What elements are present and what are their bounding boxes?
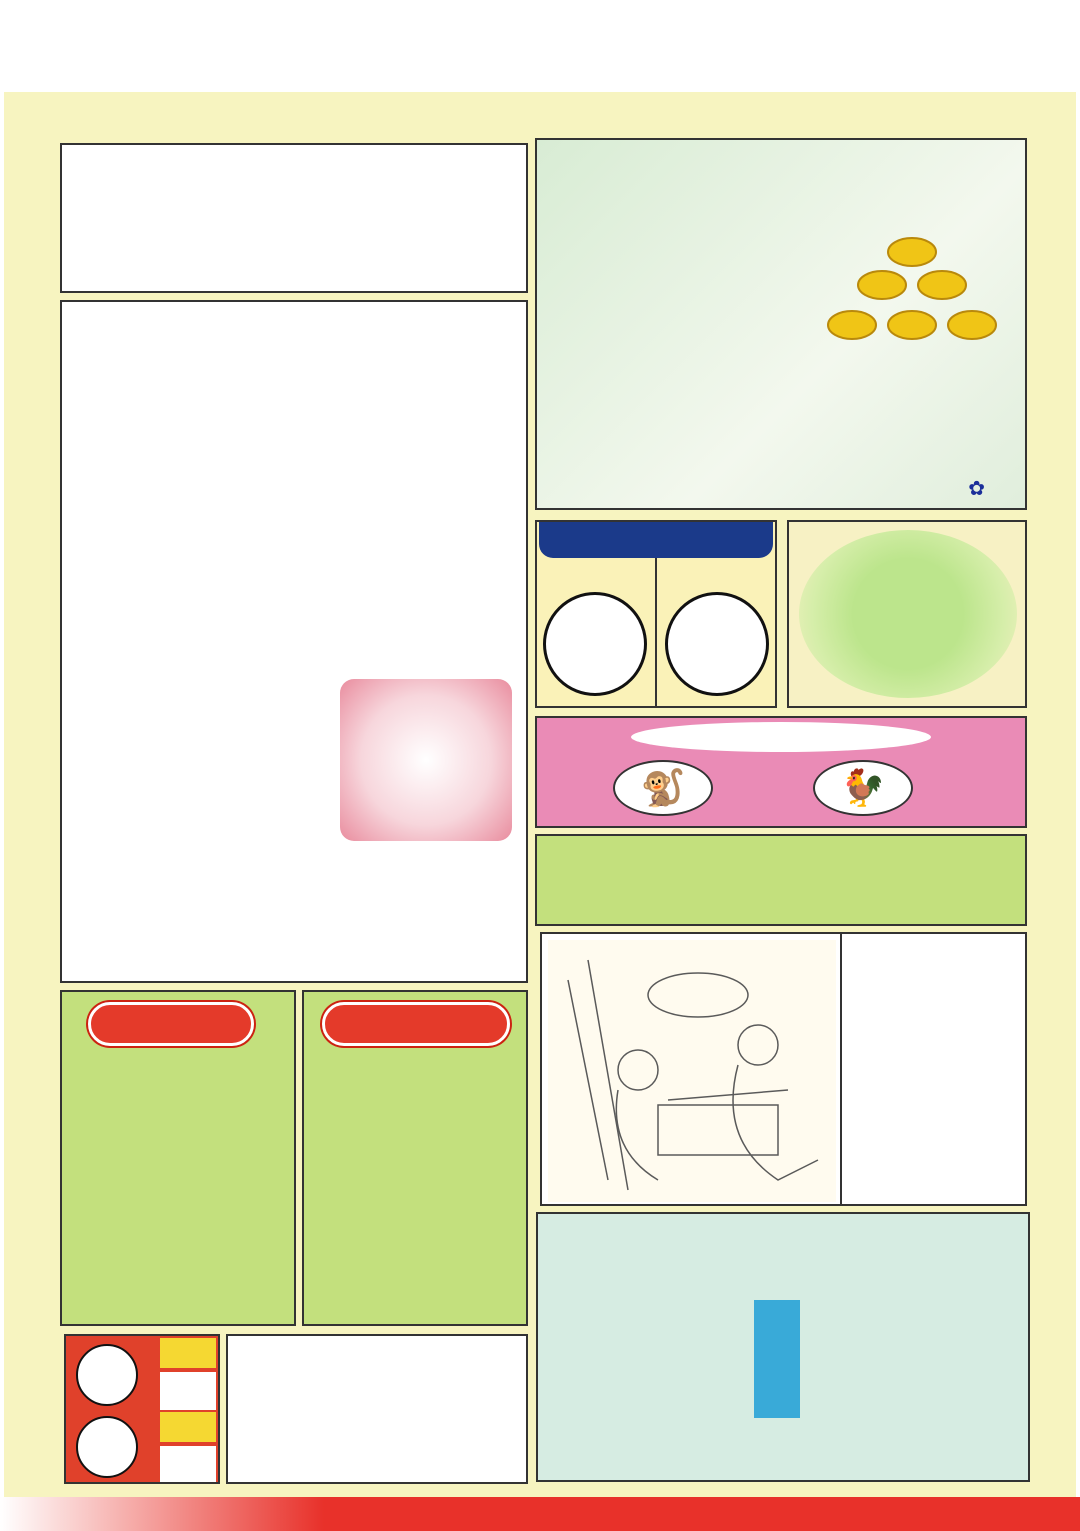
special-code-panel bbox=[535, 520, 777, 708]
predict-panel bbox=[60, 990, 296, 1326]
top-border-band bbox=[4, 92, 1076, 134]
predict-label bbox=[88, 1002, 254, 1046]
zodiac-poem-panel bbox=[302, 990, 528, 1326]
repeat-boxes-panel bbox=[64, 1334, 220, 1484]
repeat-ball-1 bbox=[76, 1344, 138, 1406]
gold-ingots-icon bbox=[817, 230, 1007, 360]
special-code-b bbox=[665, 592, 769, 696]
word-of-day-panel bbox=[540, 932, 1027, 1206]
number-balls-panel bbox=[535, 834, 1027, 926]
special-code-a bbox=[543, 592, 647, 696]
zodiac-poem-label bbox=[322, 1002, 510, 1046]
rooster-icon: 🐓 bbox=[813, 760, 913, 816]
special-code-divider bbox=[655, 558, 657, 706]
lottery-ball-pile bbox=[561, 375, 757, 505]
secret-map-box bbox=[340, 679, 512, 841]
repeat-count-2 bbox=[160, 1446, 216, 1482]
left-border-band bbox=[4, 134, 46, 1464]
repeat-tag-1 bbox=[160, 1338, 216, 1368]
right-border-band bbox=[1034, 134, 1076, 1464]
repeat-count-1 bbox=[160, 1372, 216, 1410]
almanac-stamp bbox=[754, 1300, 800, 1418]
repeat-tag-2 bbox=[160, 1412, 216, 1442]
special-code-label bbox=[539, 522, 773, 558]
repeat-ball-2 bbox=[76, 1416, 138, 1478]
almanac-panel bbox=[536, 1212, 1030, 1482]
flower-icon: ✿ bbox=[968, 476, 985, 500]
bottom-red-band bbox=[0, 1497, 1080, 1531]
blank-panel bbox=[787, 520, 1027, 708]
strength-table-panel bbox=[60, 143, 528, 293]
sketch-illustration-icon bbox=[548, 940, 836, 1202]
monkey-icon: 🐒 bbox=[613, 760, 713, 816]
lucky-zodiac-panel bbox=[535, 716, 1027, 828]
banner-panel bbox=[535, 138, 1027, 510]
lucky-zodiac-label bbox=[631, 722, 931, 752]
golden-panel bbox=[226, 1334, 528, 1484]
meeting-panel bbox=[60, 300, 528, 983]
